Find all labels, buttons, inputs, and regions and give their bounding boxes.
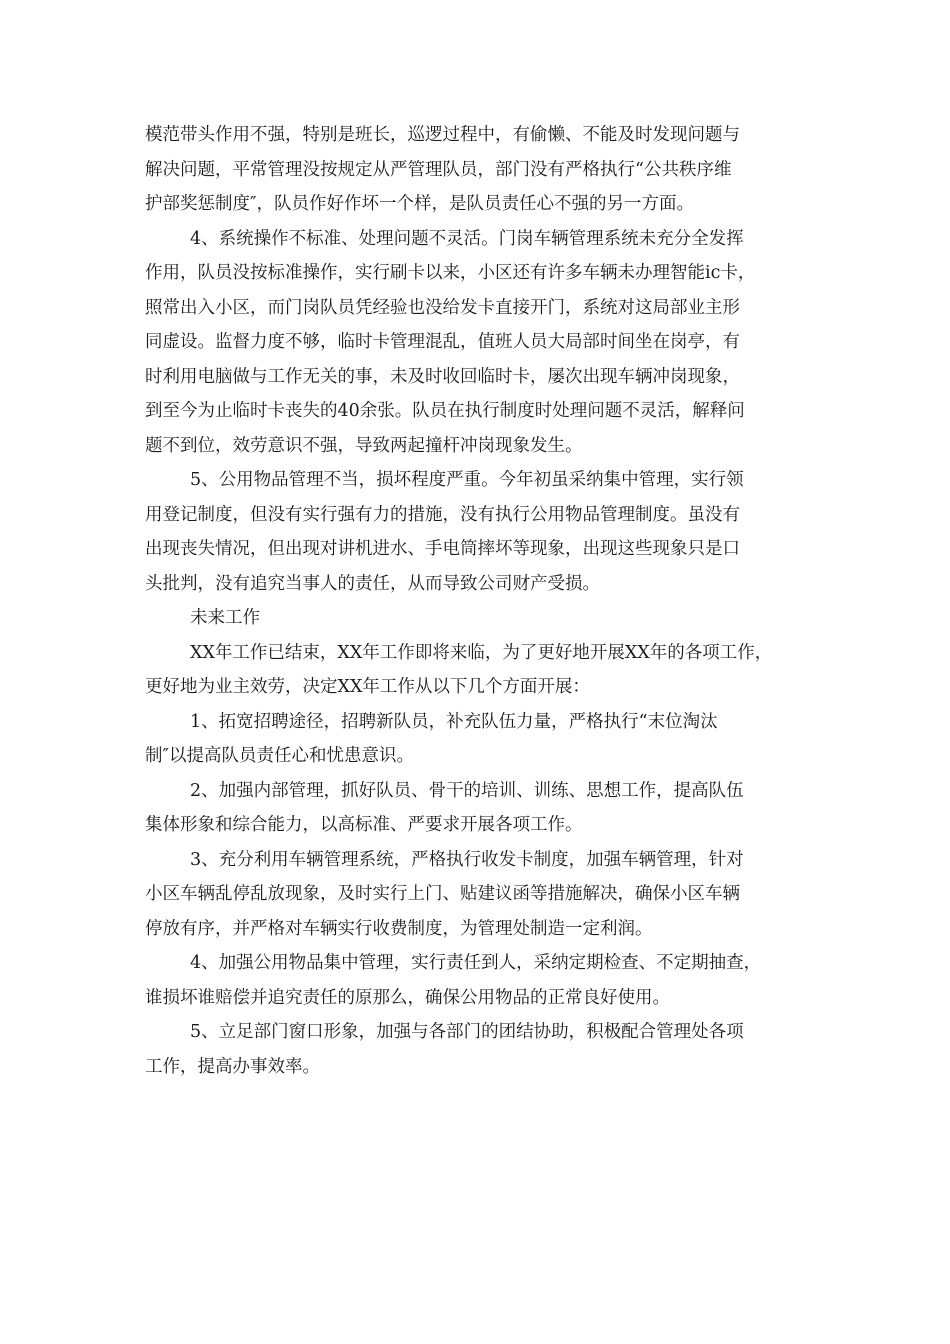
text-line: 到至今为止临时卡丧失的40余张。队员在执行制度时处理问题不灵活，解释问 xyxy=(145,401,745,421)
text-line: 未来工作 xyxy=(190,608,260,628)
text-line: 小区车辆乱停乱放现象，及时实行上门、贴建议函等措施解决，确保小区车辆 xyxy=(145,884,740,904)
text-line: 解决问题，平常管理没按规定从严管理队员，部门没有严格执行“公共秩序维 xyxy=(145,159,732,180)
text-line: 4、加强公用物品集中管理，实行责任到人，采纳定期检查、不定期抽查， xyxy=(190,953,762,973)
text-line: 照常出入小区，而门岗队员凭经验也没给发卡直接开门，系统对这局部业主形 xyxy=(145,297,740,318)
text-line: 停放有序，并严格对车辆实行收费制度，为管理处制造一定利润。 xyxy=(145,918,653,939)
text-line: 护部奖惩制度″，队员作好作坏一个样，是队员责任心不强的另一方面。 xyxy=(145,194,695,214)
text-line: 作用，队员没按标准操作，实行刷卡以来，小区还有许多车辆未办理智能ic卡， xyxy=(145,263,756,283)
text-line: 时利用电脑做与工作无关的事，未及时收回临时卡，屡次出现车辆冲岗现象， xyxy=(145,366,740,387)
text-line: 用登记制度，但没有实行强有力的措施，没有执行公用物品管理制度。虽没有 xyxy=(145,504,740,525)
text-line: 出现丧失情况，但出现对讲机进水、手电筒摔坏等现象，出现这些现象只是口 xyxy=(145,539,740,559)
text-line: 头批判，没有追究当事人的责任，从而导致公司财产受损。 xyxy=(145,573,600,594)
text-line: 制″以提高队员责任心和忧患意识。 xyxy=(145,746,415,766)
text-line: 更好地为业主效劳，决定XX年工作从以下几个方面开展： xyxy=(145,677,590,697)
document-body xyxy=(145,118,815,1084)
text-line: 1、拓宽招聘途径，招聘新队员，补充队伍力量，严格执行“末位淘汰 xyxy=(190,711,718,732)
text-line: 5、公用物品管理不当，损坏程度严重。今年初虽采纳集中管理，实行领 xyxy=(190,470,744,490)
text-line: 题不到位，效劳意识不强，导致两起撞杆冲岗现象发生。 xyxy=(145,435,583,456)
text-line: 4、系统操作不标准、处理问题不灵活。门岗车辆管理系统未充分全发挥 xyxy=(190,228,744,249)
text-line: 5、立足部门窗口形象，加强与各部门的团结协助，积极配合管理处各项 xyxy=(190,1022,744,1042)
text-line: 模范带头作用不强，特别是班长，巡逻过程中，有偷懒、不能及时发现问题与 xyxy=(145,125,740,145)
text-line: 3、充分利用车辆管理系统，严格执行收发卡制度，加强车辆管理，针对 xyxy=(190,849,744,870)
text-line: XX年工作已结束，XX年工作即将来临，为了更好地开展XX年的各项工作， xyxy=(190,642,773,663)
text-line: 集体形象和综合能力，以高标准、严要求开展各项工作。 xyxy=(145,815,583,835)
text-line: 谁损坏谁赔偿并追究责任的原那么，确保公用物品的正常良好使用。 xyxy=(145,987,670,1008)
text-line: 2、加强内部管理，抓好队员、骨干的培训、训练、思想工作，提高队伍 xyxy=(190,780,744,801)
text-line: 同虚设。监督力度不够，临时卡管理混乱，值班人员大局部时间坐在岗亭，有 xyxy=(145,332,740,352)
text-line: 工作，提高办事效率。 xyxy=(145,1056,320,1077)
